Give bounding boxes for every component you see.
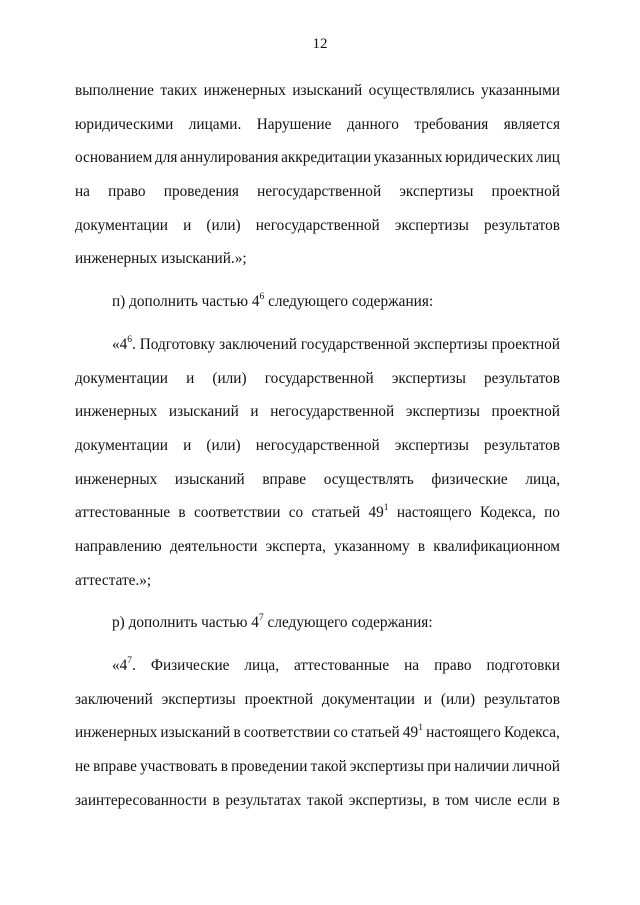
document-body <box>75 74 560 817</box>
text-line: инженерных изысканий и негосударственной экспертизы проектной <box>75 403 560 421</box>
text-line: документации и (или) государственной экспертизы результатов <box>75 369 560 387</box>
text-line: заключений экспертизы проектной документации и (или) результатов <box>75 690 560 708</box>
page-number: 12 <box>312 36 328 52</box>
text-line: инженерных изысканий.»; <box>75 250 247 268</box>
text-line: на право проведения негосударственной экспертизы проектной <box>75 183 560 201</box>
text-line: документации и (или) негосударственной экспертизы результатов <box>75 436 560 454</box>
text-line: заинтересованности в результатах такой экспертизы, в том числе если в <box>75 791 560 809</box>
quote-4-7-first-line: «$4^7$. Физические лица, аттестованные на право подготовки <box>112 655 560 674</box>
text-line: выполнение таких инженерных изысканий осуществлялись указанными <box>75 82 560 99</box>
text-line: направлению деятельности эксперта, указанному в квалификационном <box>75 537 560 555</box>
quote-4-6-first-line: «$4^6$. Подготовку заключений государственной экспертизы проектной <box>112 334 560 353</box>
text-line: аттестате.»; <box>75 571 152 589</box>
item-p-heading: п) дополнить частью $4^6$ следующего содержания: <box>112 292 434 311</box>
text-line: не вправе участвовать в проведении такой экспертизы при наличии личной <box>75 758 560 776</box>
text-line: юридическими лицами. Нарушение данного требования является <box>75 115 560 133</box>
text-line: инженерных изысканий в соответствии со статьей $49^1$ настоящего Кодекса, <box>75 723 560 742</box>
text-line: основанием для аннулирования аккредитации указанных юридических лиц <box>75 149 560 167</box>
item-r-heading: р) дополнить частью $4^7$ следующего содержания: <box>112 613 433 632</box>
text-line: аттестованные в соответствии со статьей $49^1$ настоящего Кодекса, по <box>75 503 560 522</box>
text-line: инженерных изысканий вправе осуществлять физические лица, <box>75 470 560 488</box>
text-line: документации и (или) негосударственной экспертизы результатов <box>75 216 560 234</box>
